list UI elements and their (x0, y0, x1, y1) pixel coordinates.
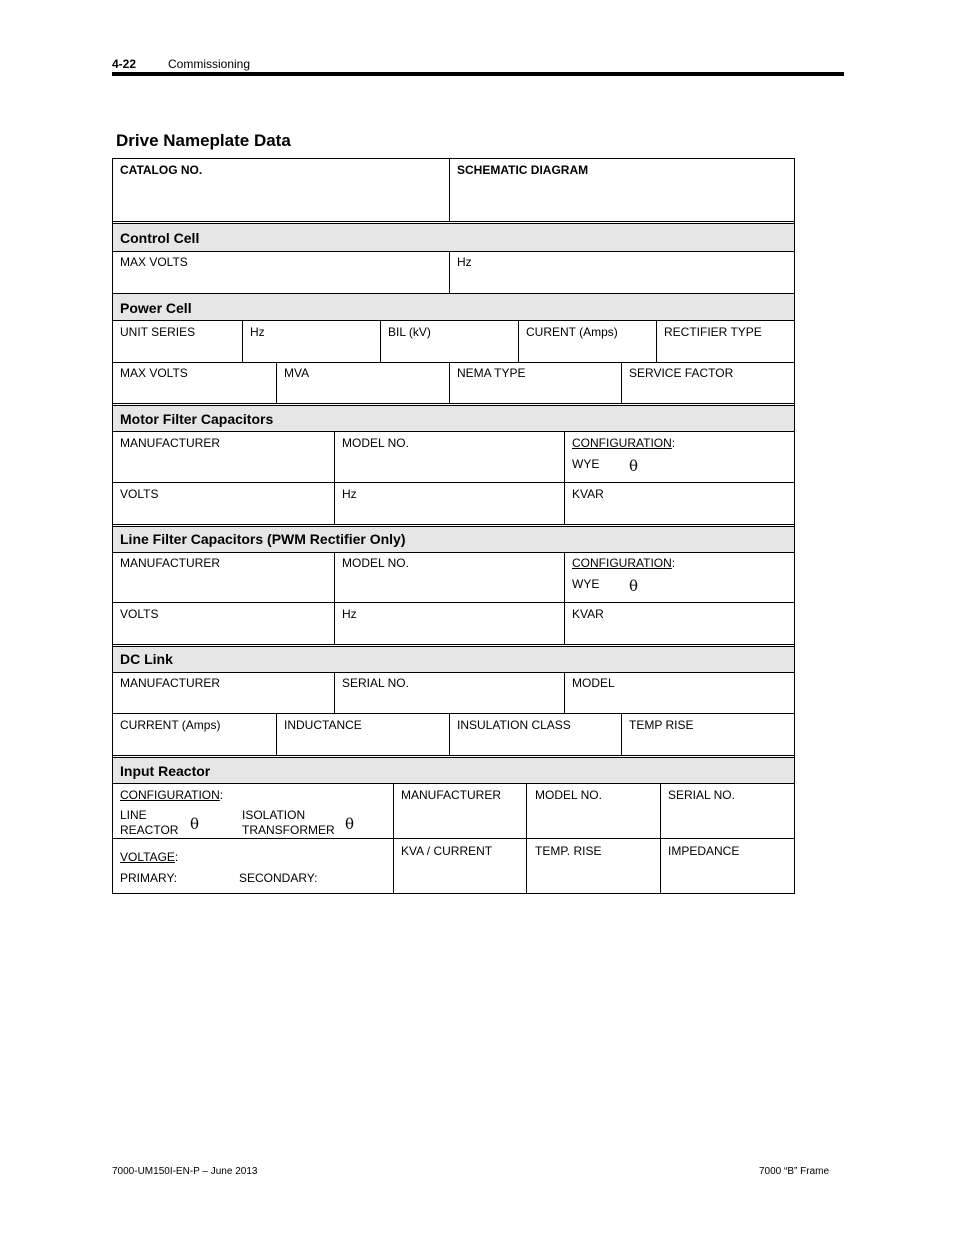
dc-link-heading: DC Link (120, 651, 173, 667)
schematic-diagram-label: SCHEMATIC DIAGRAM (457, 163, 589, 177)
divider (564, 432, 565, 524)
divider (276, 714, 277, 755)
control-cell-hz-label: Hz (457, 255, 472, 269)
motor-filter-heading: Motor Filter Capacitors (120, 411, 274, 427)
power-cell-current-label: CURENT (Amps) (526, 325, 618, 339)
inductance-label: INDUCTANCE (284, 718, 362, 732)
divider (112, 221, 794, 222)
dc-link-manufacturer-label: MANUFACTURER (120, 676, 221, 690)
voltage-label: VOLTAGE: (120, 850, 179, 864)
divider (449, 363, 450, 403)
divider (334, 432, 335, 524)
dc-link-model-label: MODEL (572, 676, 615, 690)
divider (112, 757, 794, 758)
dc-link-band (113, 646, 794, 672)
line-filter-kvar-label: KVAR (572, 607, 604, 621)
unit-series-label: UNIT SERIES (120, 325, 196, 339)
primary-label: PRIMARY: (120, 871, 178, 885)
footer-frame: 7000 “B” Frame (759, 1166, 830, 1177)
divider (660, 784, 661, 893)
divider (449, 714, 450, 755)
isolation-transformer-checkbox[interactable]: θ (345, 815, 355, 833)
input-reactor-band (113, 757, 794, 783)
control-cell-max-volts-label: MAX VOLTS (120, 255, 188, 269)
divider (564, 553, 565, 644)
divider (564, 673, 565, 713)
line-filter-heading: Line Filter Capacitors (PWM Rectifier Only) (120, 531, 406, 547)
nema-type-label: NEMA TYPE (457, 366, 526, 380)
input-reactor-serial-no-label: SERIAL NO. (668, 788, 735, 802)
input-reactor-temp-rise-label: TEMP. RISE (535, 844, 602, 858)
divider (112, 602, 794, 603)
footer-doc-id: 7000-UM150I-EN-P – June 2013 (112, 1166, 258, 1177)
divider (449, 252, 450, 294)
motor-filter-volts-label: VOLTS (120, 487, 159, 501)
motor-filter-manufacturer-label: MANUFACTURER (120, 436, 221, 450)
dc-link-serial-no-label: SERIAL NO. (342, 676, 409, 690)
page-title: Drive Nameplate Data (116, 131, 291, 150)
divider (112, 646, 794, 647)
rectifier-type-label: RECTIFIER TYPE (664, 325, 762, 339)
motor-filter-configuration-label: CONFIGURATION: (572, 436, 676, 450)
power-cell-heading: Power Cell (120, 300, 192, 316)
power-cell-band (113, 294, 794, 320)
divider (112, 482, 794, 483)
divider (112, 223, 794, 224)
power-cell-max-volts-label: MAX VOLTS (120, 366, 188, 380)
divider (112, 713, 794, 714)
motor-filter-model-no-label: MODEL NO. (342, 436, 409, 450)
divider (112, 251, 794, 252)
reactor-label: REACTOR (120, 823, 179, 837)
line-reactor-checkbox[interactable]: θ (190, 815, 200, 833)
divider (112, 838, 794, 839)
input-reactor-manufacturer-label: MANUFACTURER (401, 788, 502, 802)
power-cell-hz-label: Hz (250, 325, 265, 339)
divider (112, 403, 794, 404)
input-reactor-configuration-label: CONFIGURATION: (120, 788, 224, 802)
catalog-no-label: CATALOG NO. (120, 163, 203, 177)
divider (112, 526, 794, 527)
divider (393, 784, 394, 893)
kva-current-label: KVA / CURRENT (401, 844, 493, 858)
divider (112, 552, 794, 553)
line-filter-hz-label: Hz (342, 607, 357, 621)
divider (242, 321, 243, 362)
divider (526, 784, 527, 893)
line-filter-wye-checkbox[interactable]: θ (629, 577, 639, 595)
divider (334, 553, 335, 644)
divider (334, 673, 335, 713)
line-label: LINE (120, 808, 147, 822)
control-cell-heading: Control Cell (120, 230, 200, 246)
mva-label: MVA (284, 366, 310, 380)
page-number: 4-22 (112, 57, 137, 71)
section-title: Commissioning (168, 57, 251, 71)
input-reactor-heading: Input Reactor (120, 763, 211, 779)
divider (112, 644, 794, 645)
motor-filter-hz-label: Hz (342, 487, 357, 501)
line-filter-wye-label: WYE (572, 577, 600, 591)
secondary-label: SECONDARY: (239, 871, 318, 885)
input-reactor-model-no-label: MODEL NO. (535, 788, 602, 802)
line-filter-manufacturer-label: MANUFACTURER (120, 556, 221, 570)
divider (112, 755, 794, 756)
line-filter-configuration-label: CONFIGURATION: (572, 556, 676, 570)
dc-link-temp-rise-label: TEMP RISE (629, 718, 694, 732)
motor-filter-wye-label: WYE (572, 457, 600, 471)
divider (621, 363, 622, 403)
divider (276, 363, 277, 403)
divider (518, 321, 519, 362)
divider (112, 783, 794, 784)
divider (112, 431, 794, 432)
divider (112, 293, 794, 294)
divider (380, 321, 381, 362)
insulation-class-label: INSULATION CLASS (457, 718, 571, 732)
control-cell-band (113, 224, 794, 251)
service-factor-label: SERVICE FACTOR (629, 366, 734, 380)
divider (112, 362, 794, 363)
bil-label: BIL (kV) (388, 325, 431, 339)
divider (112, 320, 794, 321)
impedance-label: IMPEDANCE (668, 844, 740, 858)
divider (656, 321, 657, 362)
divider (621, 714, 622, 755)
divider (112, 672, 794, 673)
divider (449, 159, 450, 222)
line-filter-volts-label: VOLTS (120, 607, 159, 621)
line-filter-model-no-label: MODEL NO. (342, 556, 409, 570)
dc-link-current-label: CURRENT (Amps) (120, 718, 221, 732)
divider (112, 405, 794, 406)
isolation-label: ISOLATION (242, 808, 306, 822)
divider (112, 524, 794, 525)
motor-filter-wye-checkbox[interactable]: θ (629, 457, 639, 475)
transformer-label: TRANSFORMER (242, 823, 335, 837)
motor-filter-kvar-label: KVAR (572, 487, 604, 501)
header-rule (112, 72, 844, 76)
